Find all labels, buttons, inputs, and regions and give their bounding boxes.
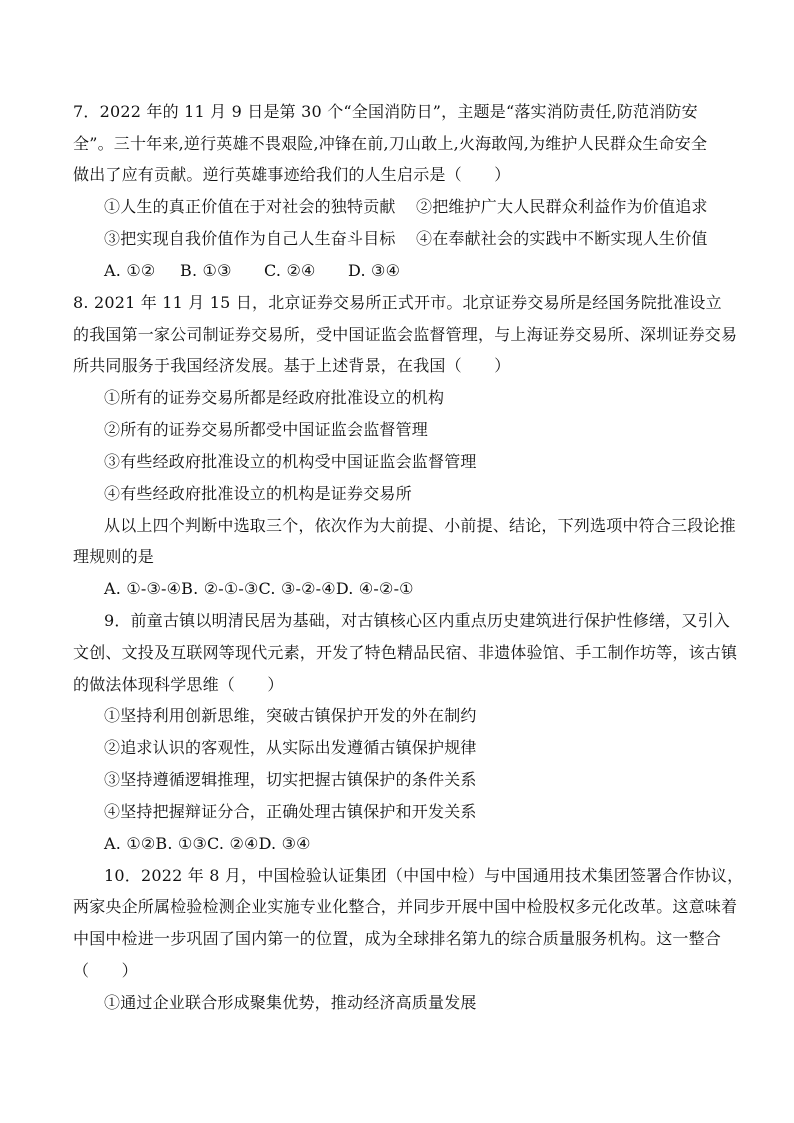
q9-statement-1: ①坚持利用创新思维，突破古镇保护开发的外在制约 [104, 706, 477, 725]
q9-options [104, 834, 754, 854]
q8-follow-line-1: 从以上四个判断中选取三个，依次作为大前提、小前提、结论，下列选项中符合三段论推 [104, 516, 736, 535]
q9-option-d[interactable]: D. ③④ [258, 834, 311, 853]
q7-statement-3: ③把实现自我价值作为自己人生奋斗目标 [104, 229, 396, 248]
q8-statement-2: ②所有的证券交易所都受中国证监会监督管理 [104, 420, 429, 439]
q8-option-b[interactable]: B. ②-①-③ [181, 579, 259, 598]
q10-stem-line-2: 两家央企所属检验检测企业实施专业化整合，并同步开展中国中检股权多元化改革。这意味着 [73, 897, 738, 916]
q7-stem-line-1: 7．2022 年的 11 月 9 日是第 30 个“全国消防日”，主题是“落实消防责任,防范消防安 [73, 102, 698, 121]
q9-option-c[interactable]: C. ②④ [207, 834, 259, 853]
q8-option-a[interactable]: A. ①-③-④ [104, 579, 182, 598]
q9-statement-2: ②追求认识的客观性，从实际出发遵循古镇保护规律 [104, 738, 477, 757]
q8-statement-3: ③有些经政府批准设立的机构受中国证监会监督管理 [104, 452, 477, 471]
q8-option-c[interactable]: C. ③-②-④ [258, 579, 336, 598]
q8-follow-line-2: 理规则的是 [73, 547, 155, 566]
q7-stem-line-2: 全”。三十年来,逆行英雄不畏艰险,冲锋在前,刀山敢上,火海敢闯,为维护人民群众生命安全 [73, 134, 708, 153]
q7-statement-4: ④在奉献社会的实践中不断实现人生价值 [416, 229, 708, 248]
q7-statements-row-2 [104, 229, 754, 249]
q8-option-d[interactable]: D. ④-②-① [335, 579, 414, 598]
q10-statement-1: ①通过企业联合形成聚集优势，推动经济高质量发展 [104, 993, 477, 1012]
q7-option-a[interactable]: A. ①② [104, 261, 156, 280]
q7-statement-2: ②把维护广大人民群众利益作为价值追求 [416, 197, 708, 216]
q7-options [104, 261, 754, 281]
q10-stem-line-4: （ ） [73, 961, 138, 980]
q9-option-b[interactable]: B. ①③ [155, 834, 208, 853]
q8-stem-line-1: 8. 2021 年 11 月 15 日，北京证券交易所正式开市。北京证券交易所是经国务院批准设立 [73, 293, 722, 312]
q8-stem-line-2: 的我国第一家公司制证券交易所，受中国证监会监督管理，与上海证券交易所、深圳证券交易 [73, 325, 738, 344]
q7-option-d[interactable]: D. ③④ [348, 261, 401, 280]
q9-statement-4: ④坚持把握辩证分合，正确处理古镇保护和开发关系 [104, 802, 477, 821]
q8-statement-1: ①所有的证券交易所都是经政府批准设立的机构 [104, 388, 445, 407]
q9-stem-line-1: 9．前童古镇以明清民居为基础，对古镇核心区内重点历史建筑进行保护性修缮，又引入 [104, 611, 730, 630]
q7-stem-line-3: 做出了应有贡献。逆行英雄事迹给我们的人生启示是（ ） [73, 165, 511, 184]
q7-option-b[interactable]: B. ①③ [180, 261, 232, 280]
q9-option-a[interactable]: A. ①② [104, 834, 156, 853]
q8-statement-4: ④有些经政府批准设立的机构是证券交易所 [104, 484, 412, 503]
q10-stem-line-3: 中国中检进一步巩固了国内第一的位置，成为全球排名第九的综合质量服务机构。这一整合 [73, 929, 722, 948]
q10-stem-line-1: 10．2022 年 8 月，中国检验认证集团（中国中检）与中国通用技术集团签署合作协议， [104, 866, 744, 885]
q9-stem-line-2: 文创、文投及互联网等现代元素，开发了特色精品民宿、非遗体验馆、手工制作坊等，该古镇 [73, 643, 738, 662]
q9-stem-line-3: 的做法体现科学思维（ ） [73, 675, 284, 694]
q7-option-c[interactable]: C. ②④ [264, 261, 316, 280]
q7-statement-1: ①人生的真正价值在于对社会的独特贡献 [104, 197, 396, 216]
q7-statements-row-1 [104, 197, 754, 217]
q9-statement-3: ③坚持遵循逻辑推理，切实把握古镇保护的条件关系 [104, 770, 477, 789]
q8-options [104, 579, 754, 599]
q8-stem-line-3: 所共同服务于我国经济发展。基于上述背景，在我国（ ） [73, 356, 511, 375]
